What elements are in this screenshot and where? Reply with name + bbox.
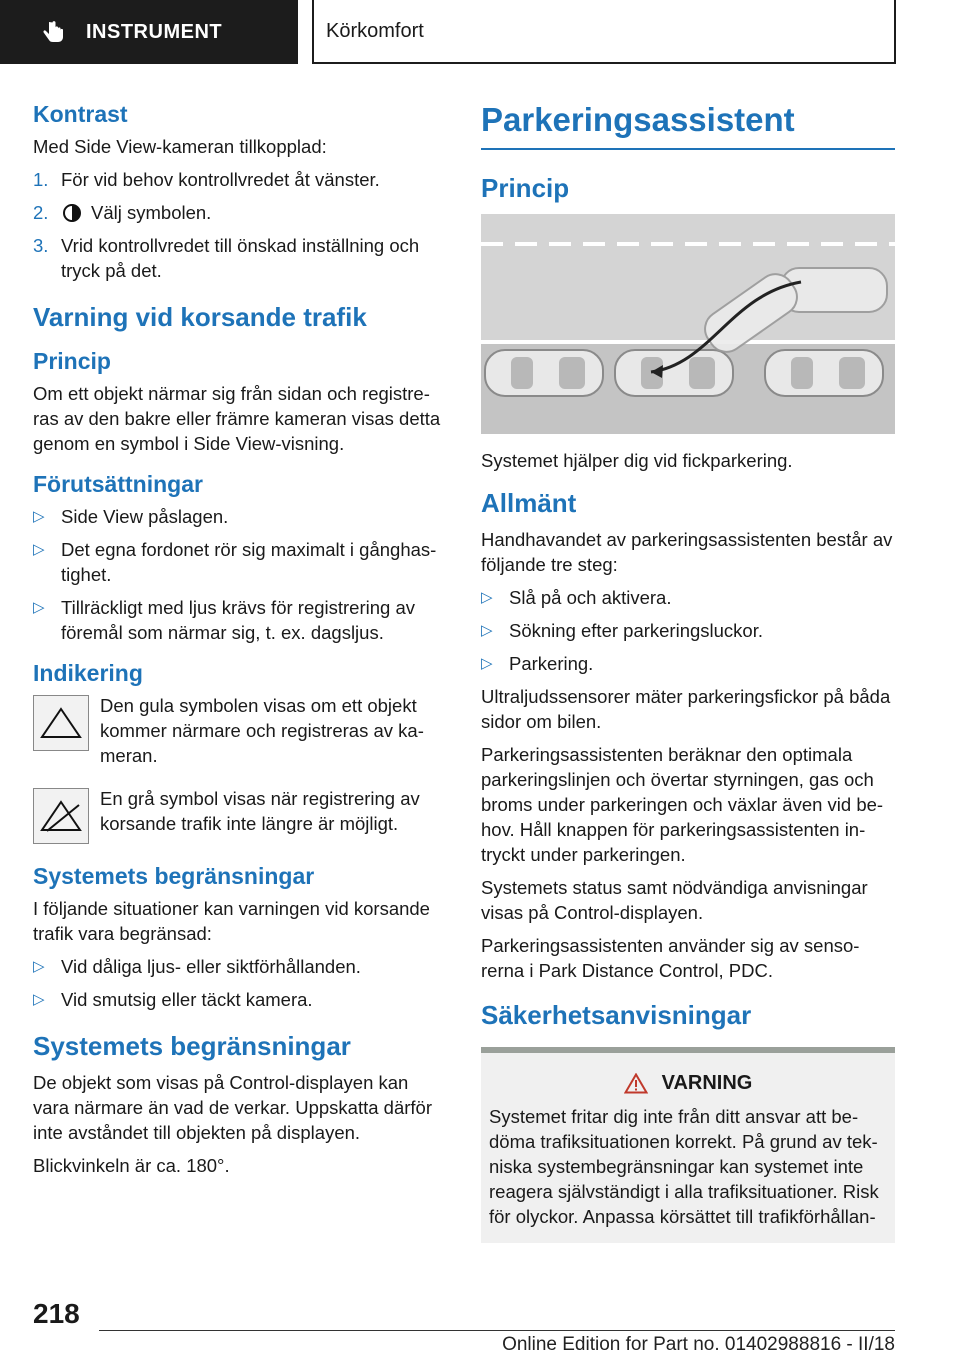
step-text: Välj symbolen. <box>91 202 212 223</box>
step-number: 3. <box>33 235 49 256</box>
hand-pointer-icon <box>40 19 66 45</box>
header-chapter-label: Körkomfort <box>326 19 424 42</box>
list-item <box>481 618 895 643</box>
indicator-grey <box>33 786 448 844</box>
paragraph-pdc: Parkeringsassistenten använder sig av sensorerna i Park Distance Control, PDC. <box>481 935 860 981</box>
kontrast-heading: Kontrast <box>33 101 128 127</box>
warning-title <box>489 1071 887 1096</box>
bullet-triangle-icon: ▷ <box>33 958 45 975</box>
list-item <box>481 585 895 610</box>
warning-label: VARNING <box>661 1072 753 1094</box>
header-section-tab <box>0 0 298 64</box>
list-item <box>33 537 448 587</box>
contrast-symbol-icon <box>63 204 81 222</box>
step-number: 1. <box>33 169 49 190</box>
princip-heading: Princip <box>481 173 570 203</box>
bullet-triangle-icon: ▷ <box>33 599 45 616</box>
bullet-triangle-icon: ▷ <box>33 541 45 558</box>
figure-caption: Systemet hjälper dig vid fickparkering. <box>481 450 793 471</box>
indicator-grey-text: En grå symbol visas när registrering av korsande trafik inte längre är möjligt. <box>100 788 420 834</box>
warning-box <box>481 1047 895 1243</box>
kontrast-steps <box>33 167 448 283</box>
blickvinkel-text: Blickvinkeln är ca. 180°. <box>33 1155 230 1176</box>
princip-heading: Princip <box>33 348 111 374</box>
right-column <box>481 100 895 1243</box>
step-number: 2. <box>33 202 49 223</box>
begransningar-intro: I följande situationer kan varningen vid korsande trafik vara begränsad: <box>33 898 430 944</box>
warning-text: Systemet fritar dig inte från ditt ansvar att bedöma trafiksituationen korrekt. På grund av tekniska systembegränsningar kan systemet inte reagera självständigt i alla trafiksituationer. Risk för olyckor. Anpassa körsättet till trafikförhållan- <box>489 1106 879 1227</box>
list-item <box>33 167 448 192</box>
title-divider <box>481 148 895 150</box>
crossed-warning-triangle-icon <box>33 788 89 844</box>
list-item-text: Det egna fordonet rör sig maximalt i gånghastighet. <box>61 539 437 585</box>
list-item <box>481 651 895 676</box>
bullet-triangle-icon: ▷ <box>481 589 493 606</box>
princip-text: Om ett objekt närmar sig från sidan och registreras av den bakre eller främre kameran visas detta genom en symbol i Side View-visning. <box>33 383 441 454</box>
warning-icon <box>624 1073 648 1094</box>
bullet-triangle-icon: ▷ <box>33 991 45 1008</box>
list-item <box>33 595 448 645</box>
list-item-text: Side View påslagen. <box>61 506 229 527</box>
list-item-text: Vid dåliga ljus- eller siktförhållanden. <box>61 956 361 977</box>
footer-edition: Online Edition for Part no. 01402988816 - II/18 <box>502 1334 895 1355</box>
parking-illustration <box>481 214 895 434</box>
begransningar-small-heading: Systemets begränsningar <box>33 863 315 889</box>
left-column <box>33 100 448 1186</box>
bullet-triangle-icon: ▷ <box>481 622 493 639</box>
parking-diagram <box>481 214 895 434</box>
list-item <box>33 954 448 979</box>
allmant-intro: Handhavandet av parkeringsassistenten består av följande tre steg: <box>481 529 893 575</box>
list-item-text: Tillräckligt med ljus krävs för registrering av föremål som närmar sig, t. ex. dagsljus. <box>61 597 415 643</box>
header-section-label: INSTRUMENT <box>86 20 223 43</box>
footer-divider <box>99 1330 895 1331</box>
list-item <box>33 504 448 529</box>
forutsattningar-heading: Förutsättningar <box>33 471 203 497</box>
list-item <box>33 200 448 225</box>
begransningar-big-heading: Systemets begränsningar <box>33 1031 351 1061</box>
page-number: 218 <box>33 1298 80 1329</box>
kontrast-intro: Med Side View-kameran tillkopplad: <box>33 136 327 157</box>
paragraph-calc: Parkeringsassistenten beräknar den optimala parkeringslinjen och övertar styrningen, gas och broms under parkeringen och växlar även vid behov. Håll knappen för parkeringsassistenten intryckt under parkeringen. <box>481 744 884 865</box>
forutsattningar-list <box>33 504 448 645</box>
step-text: Vrid kontrollvredet till önskad inställning och tryck på det. <box>61 235 420 281</box>
indicator-yellow <box>33 693 448 768</box>
begransningar-text: De objekt som visas på Control-displayen kan vara närmare än vad de verkar. Uppskatta därför inte avståndet till objekten på displayen. <box>33 1072 432 1143</box>
page-title: Parkeringsassistent <box>481 101 795 138</box>
list-item <box>33 987 448 1012</box>
header-chapter <box>312 0 896 64</box>
indicator-yellow-text: Den gula symbolen visas om ett objekt kommer närmare och registreras av kameran. <box>100 695 424 766</box>
begransningar-list <box>33 954 448 1012</box>
bullet-triangle-icon: ▷ <box>481 655 493 672</box>
paragraph-status: Systemets status samt nödvändiga anvisningar visas på Control-displayen. <box>481 877 868 923</box>
varning-heading: Varning vid korsande trafik <box>33 302 367 332</box>
list-item-text: Sökning efter parkeringsluckor. <box>509 620 763 641</box>
list-item <box>33 233 448 283</box>
list-item-text: Parkering. <box>509 653 594 674</box>
bullet-triangle-icon: ▷ <box>33 508 45 525</box>
warning-triangle-icon <box>33 695 89 751</box>
step-text: För vid behov kontrollvredet åt vänster. <box>61 169 380 190</box>
allmant-list <box>481 585 895 676</box>
sakerhet-heading: Säkerhetsanvisningar <box>481 1000 752 1030</box>
allmant-heading: Allmänt <box>481 488 577 518</box>
paragraph-sensors: Ultraljudssensorer mäter parkeringsfickor på båda sidor om bilen. <box>481 686 891 732</box>
indikering-heading: Indikering <box>33 660 143 686</box>
list-item-text: Slå på och aktivera. <box>509 587 672 608</box>
list-item-text: Vid smutsig eller täckt kamera. <box>61 989 313 1010</box>
